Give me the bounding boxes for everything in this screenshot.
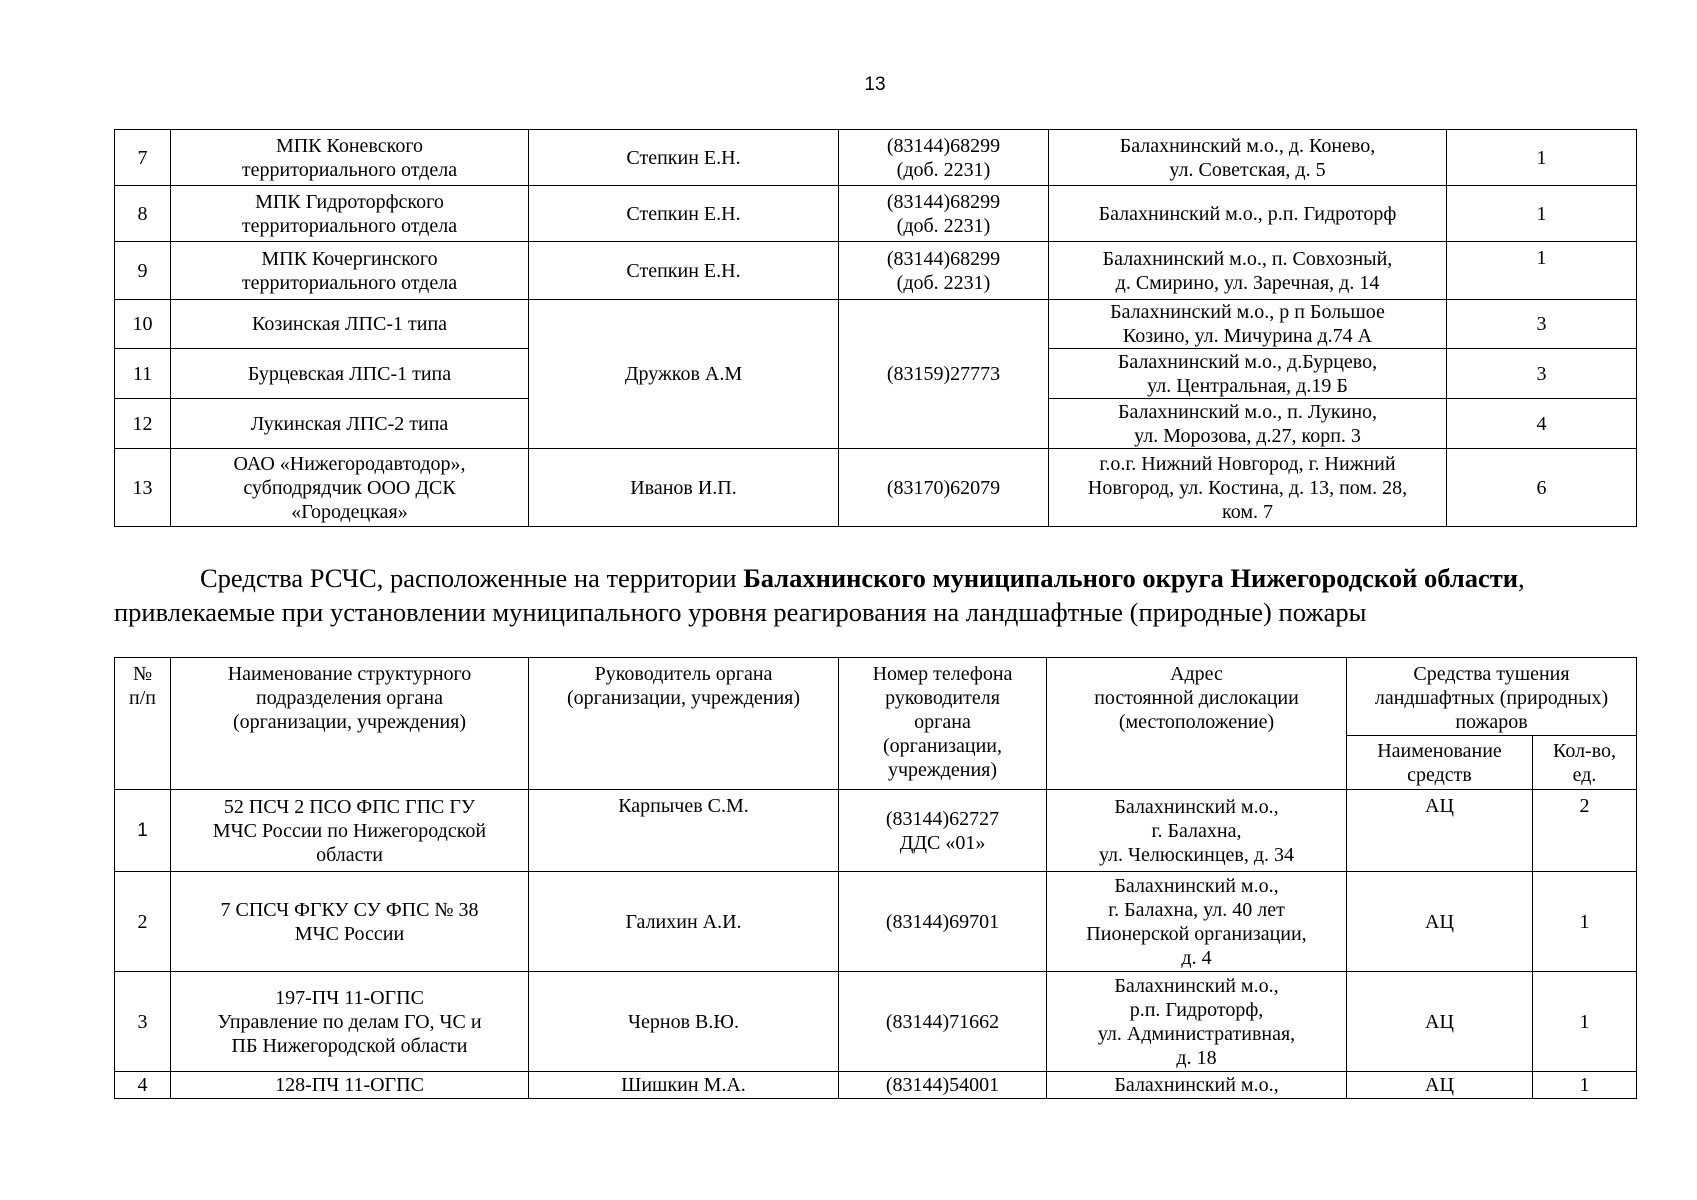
unit-name: МПК Гидроторфского территориального отдела: [171, 186, 529, 242]
table-row: [115, 130, 1637, 186]
table-row: [115, 872, 1637, 972]
unit-name: 128-ПЧ 11-ОГПС: [171, 1072, 529, 1099]
address: Балахнинский м.о., п. Совхозный, д. Смирино, ул. Заречная, д. 14: [1049, 242, 1447, 300]
quantity: 4: [1447, 399, 1637, 449]
phone: (83144)54001: [839, 1072, 1047, 1099]
quantity: 1: [1533, 1072, 1637, 1099]
means-name: АЦ: [1347, 872, 1533, 972]
table-row: [115, 449, 1637, 527]
unit-name: Бурцевская ЛПС-1 типа: [171, 349, 529, 399]
row-number: 7: [115, 130, 171, 186]
address: Балахнинский м.о.,: [1047, 1072, 1347, 1099]
row-number: 2: [115, 872, 171, 972]
unit-name: МПК Кочергинского территориального отдела: [171, 242, 529, 300]
section-heading: Средства РСЧС, расположенные на территории Балахнинского муниципального округа Нижегородской области, привлекаемые при установлении муниципального уровня реагирования на ландшафтные (природные) пожары: [114, 563, 1525, 627]
head-name: Шишкин М.А.: [529, 1072, 839, 1099]
header-means-name: Наименование средств: [1347, 736, 1533, 790]
means-name: АЦ: [1347, 790, 1533, 872]
row-number: 9: [115, 242, 171, 300]
row-number: 1: [115, 790, 171, 872]
units-table-continued: [114, 129, 1637, 527]
table-row: [115, 300, 1637, 349]
header-quantity: Кол-во, ед.: [1533, 736, 1637, 790]
row-number: 10: [115, 300, 171, 349]
row-number: 4: [115, 1072, 171, 1099]
means-name: АЦ: [1347, 1072, 1533, 1099]
phone: (83144)68299 (доб. 2231): [839, 242, 1049, 300]
unit-name: МПК Коневского территориального отдела: [171, 130, 529, 186]
quantity: 6: [1447, 449, 1637, 527]
head-name: Степкин Е.Н.: [529, 186, 839, 242]
row-number: 13: [115, 449, 171, 527]
row-number: 11: [115, 349, 171, 399]
phone: (83144)68299 (доб. 2231): [839, 186, 1049, 242]
table-row: [115, 972, 1637, 1072]
address: г.о.г. Нижний Новгород, г. Нижний Новгород, ул. Костина, д. 13, пом. 28, ком. 7: [1049, 449, 1447, 527]
row-number: 3: [115, 972, 171, 1072]
row-number: 8: [115, 186, 171, 242]
means-name: АЦ: [1347, 972, 1533, 1072]
header-number: № п/п: [115, 658, 171, 790]
header-address: Адрес постоянной дислокации (местоположение): [1047, 658, 1347, 790]
address: Балахнинский м.о., г. Балахна, ул. Челюскинцев, д. 34: [1047, 790, 1347, 872]
address: Балахнинский м.о., д.Бурцево, ул. Центральная, д.19 Б: [1049, 349, 1447, 399]
phone: (83144)69701: [839, 872, 1047, 972]
header-phone: Номер телефона руководителя органа (организации, учреждения): [839, 658, 1047, 790]
quantity: 1: [1447, 130, 1637, 186]
rschs-forces-table: [114, 657, 1637, 1099]
header-unit-name: Наименование структурного подразделения органа (организации, учреждения): [171, 658, 529, 790]
table-row: [115, 1072, 1637, 1099]
phone: (83144)62727 ДДС «01»: [839, 790, 1047, 872]
head-name: Степкин Е.Н.: [529, 130, 839, 186]
head-name-merged: Дружков А.М: [529, 300, 839, 449]
address: Балахнинский м.о., г. Балахна, ул. 40 лет Пионерской организации, д. 4: [1047, 872, 1347, 972]
table-row: [115, 790, 1637, 872]
unit-name: ОАО «Нижегородавтодор», субподрядчик ООО ДСК «Городецкая»: [171, 449, 529, 527]
phone: (83144)71662: [839, 972, 1047, 1072]
unit-name: 197-ПЧ 11-ОГПС Управление по делам ГО, ЧС и ПБ Нижегородской области: [171, 972, 529, 1072]
head-name: Иванов И.П.: [529, 449, 839, 527]
table-header-row: [115, 658, 1637, 736]
quantity: 1: [1533, 872, 1637, 972]
header-extinguishing-means: Средства тушения ландшафтных (природных) пожаров: [1347, 658, 1637, 736]
head-name: Степкин Е.Н.: [529, 242, 839, 300]
address: Балахнинский м.о., р.п. Гидроторф, ул. Административная, д. 18: [1047, 972, 1347, 1072]
unit-name: Козинская ЛПС-1 типа: [171, 300, 529, 349]
table-row: [115, 186, 1637, 242]
phone: (83144)68299 (доб. 2231): [839, 130, 1049, 186]
row-number: 12: [115, 399, 171, 449]
address: Балахнинский м.о., р п Большое Козино, ул. Мичурина д.74 А: [1049, 300, 1447, 349]
head-name: Карпычев С.М.: [529, 790, 839, 872]
heading-bold-territory: Балахнинского муниципального округа Нижегородской области: [743, 563, 1518, 593]
address: Балахнинский м.о., п. Лукино, ул. Морозова, д.27, корп. 3: [1049, 399, 1447, 449]
quantity: 1: [1533, 972, 1637, 1072]
unit-name: 52 ПСЧ 2 ПСО ФПС ГПС ГУ МЧС России по Нижегородской области: [171, 790, 529, 872]
address: Балахнинский м.о., р.п. Гидроторф: [1049, 186, 1447, 242]
phone: (83170)62079: [839, 449, 1049, 527]
quantity: 1: [1447, 242, 1637, 300]
page-number: 13: [864, 74, 886, 95]
unit-name: 7 СПСЧ ФГКУ СУ ФПС № 38 МЧС России: [171, 872, 529, 972]
unit-name: Лукинская ЛПС-2 типа: [171, 399, 529, 449]
quantity: 2: [1533, 790, 1637, 872]
address: Балахнинский м.о., д. Конево, ул. Советская, д. 5: [1049, 130, 1447, 186]
phone-merged: (83159)27773: [839, 300, 1049, 449]
quantity: 3: [1447, 349, 1637, 399]
head-name: Галихин А.И.: [529, 872, 839, 972]
quantity: 1: [1447, 186, 1637, 242]
header-head: Руководитель органа (организации, учреждения): [529, 658, 839, 790]
quantity: 3: [1447, 300, 1637, 349]
head-name: Чернов В.Ю.: [529, 972, 839, 1072]
table-row: [115, 242, 1637, 300]
